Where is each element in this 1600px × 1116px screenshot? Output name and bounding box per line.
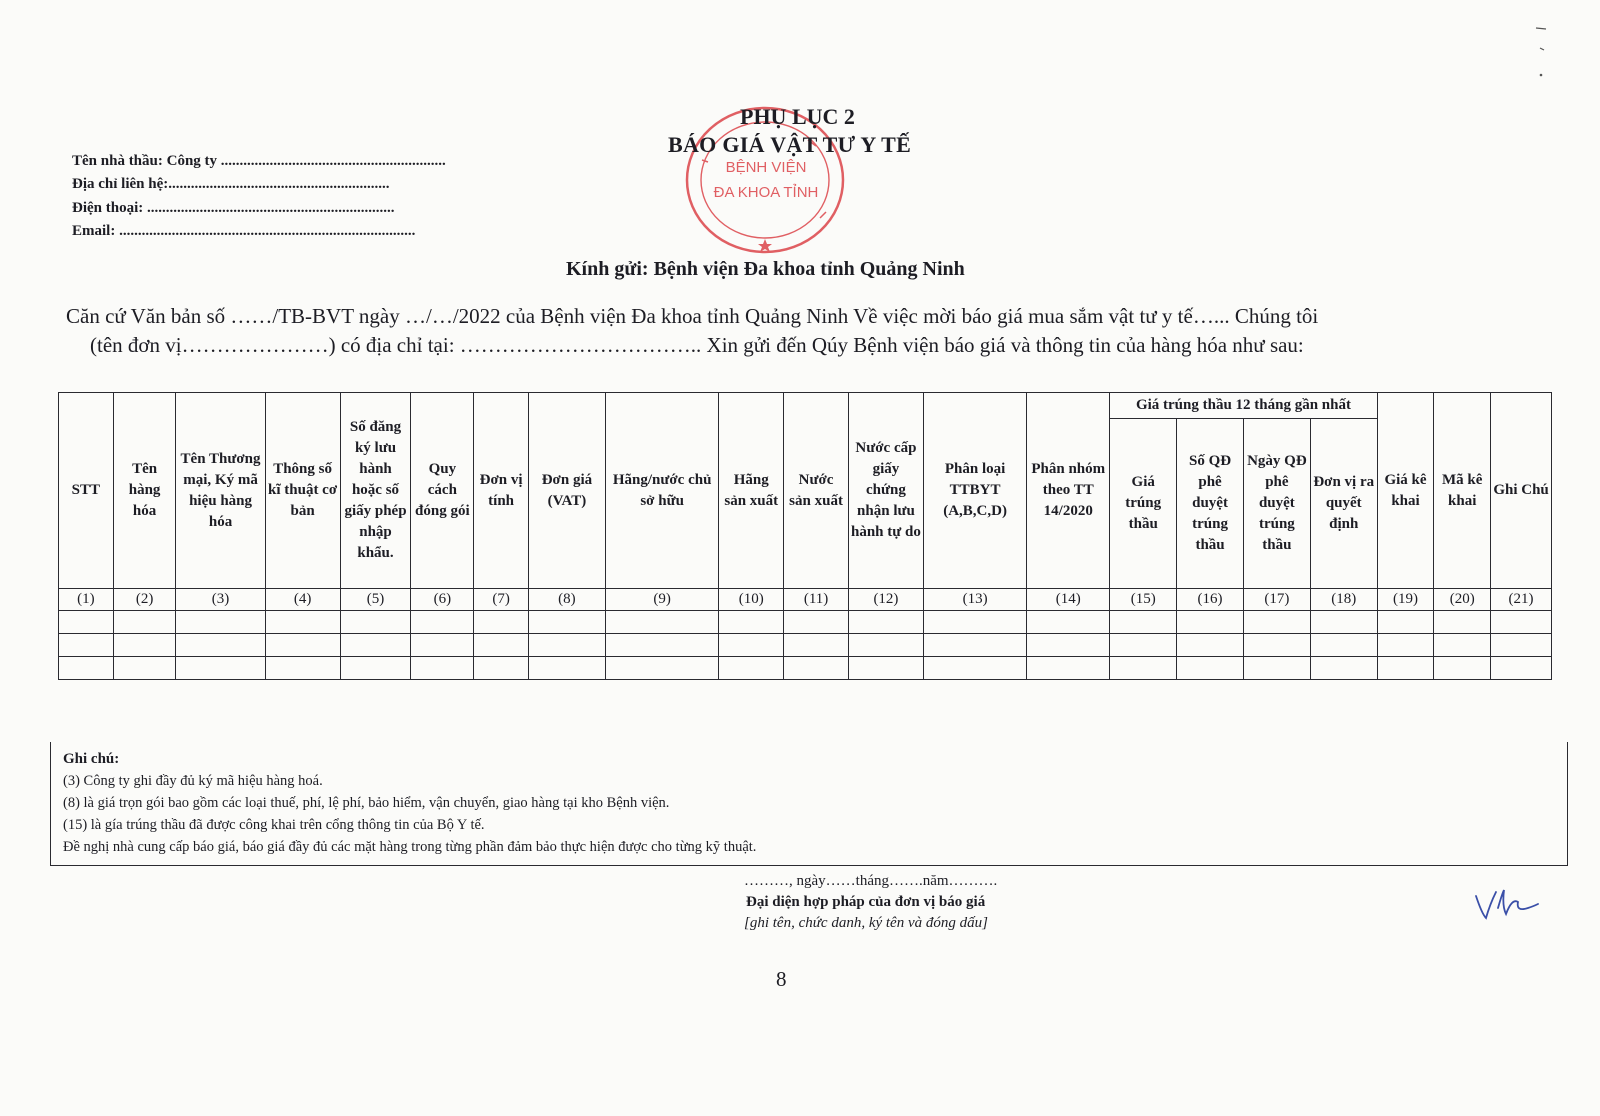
- header-declared-code: Mã kê khai: [1434, 393, 1491, 589]
- intro-paragraph-line-1: Căn cứ Văn bản số ……/TB-BVT ngày …/…/2022 của Bệnh viện Đa khoa tỉnh Quảng Ninh Về việc mời báo giá mua sắm vật tư y tế…... Chúng tôi: [66, 304, 1319, 328]
- column-number: (17): [1243, 589, 1310, 611]
- column-number: (14): [1027, 589, 1110, 611]
- header-manufacturer: Hãng sản xuất: [719, 393, 784, 589]
- header-unit-price: Đơn giá (VAT): [528, 393, 605, 589]
- signature-title: Đại diện hợp pháp của đơn vị báo giá: [746, 894, 986, 910]
- note-line: (3) Công ty ghi đầy đủ ký mã hiệu hàng hoá.: [63, 773, 323, 789]
- column-number-row: [59, 589, 1552, 611]
- header-trade-name: Tên Thương mại, Ký mã hiệu hàng hóa: [176, 393, 265, 589]
- column-number: (9): [605, 589, 718, 611]
- header-specs: Thông số kĩ thuật cơ bản: [265, 393, 340, 589]
- column-number: (8): [528, 589, 605, 611]
- column-number: (18): [1310, 589, 1377, 611]
- contractor-name-line: Tên nhà thầu: Công ty ............................................................: [72, 153, 446, 169]
- quote-table: [58, 392, 1552, 680]
- header-free-sale-country: Nước cấp giấy chứng nhận lưu hành tự do: [848, 393, 923, 589]
- subheader-decision-unit: Đơn vị ra quyết định: [1310, 419, 1377, 589]
- header-registration-no: Số đăng ký lưu hành hoặc số giấy phép nhập khẩu.: [340, 393, 411, 589]
- recipient-line: Kính gửi: Bệnh viện Đa khoa tỉnh Quảng Ninh: [566, 258, 965, 280]
- header-item-name: Tên hàng hóa: [113, 393, 176, 589]
- appendix-title: PHỤ LỤC 2: [740, 104, 855, 129]
- subheader-winning-price: Giá trúng thầu: [1110, 419, 1177, 589]
- column-number: (2): [113, 589, 176, 611]
- header-country-of-manufacture: Nước sản xuất: [784, 393, 849, 589]
- contractor-address-line: Địa chỉ liên hệ:...........................................................: [72, 176, 390, 192]
- signature-date-line: ………, ngày……tháng…….năm……….: [744, 873, 998, 889]
- note-line: (8) là giá trọn gói bao gồm các loại thuế, phí, lệ phí, bảo hiểm, vận chuyển, giao hàng tại kho Bệnh viện.: [63, 795, 670, 811]
- header-declared-price: Giá kê khai: [1377, 393, 1434, 589]
- column-number: (11): [784, 589, 849, 611]
- subheader-decision-date: Ngày QĐ phê duyệt trúng thầu: [1243, 419, 1310, 589]
- quote-table-wrapper: [58, 392, 1552, 680]
- column-number: (3): [176, 589, 265, 611]
- column-number: (13): [923, 589, 1026, 611]
- column-number: (7): [474, 589, 529, 611]
- column-number: (1): [59, 589, 114, 611]
- signature-instruction: [ghi tên, chức danh, ký tên và đóng dấu]: [744, 915, 988, 931]
- note-line: (15) là gía trúng thầu đã được công khai trên cổng thông tin của Bộ Y tế.: [63, 817, 485, 833]
- table-header-row: [59, 393, 1552, 419]
- table-row: [59, 657, 1552, 680]
- note-line: Đề nghị nhà cung cấp báo giá, báo giá đầy đủ các mặt hàng trong từng phần đảm bảo thực hiện được cho từng kỹ thuật.: [63, 839, 757, 855]
- contractor-email-line: Email: ...............................................................................: [72, 223, 416, 239]
- column-number: (10): [719, 589, 784, 611]
- header-unit: Đơn vị tính: [474, 393, 529, 589]
- header-owner: Hãng/nước chủ sở hữu: [605, 393, 718, 589]
- header-group: Phân nhóm theo TT 14/2020: [1027, 393, 1110, 589]
- handwritten-initials: [1472, 884, 1542, 924]
- column-number: (20): [1434, 589, 1491, 611]
- notes-heading: Ghi chú:: [63, 751, 120, 767]
- column-number: (15): [1110, 589, 1177, 611]
- header-packaging: Quy cách đóng gói: [411, 393, 474, 589]
- seal-text-top: BỆNH VIỆN: [725, 159, 807, 176]
- contractor-phone-line: Điện thoại: ..................................................................: [72, 200, 395, 216]
- header-notes: Ghi Chú: [1491, 393, 1552, 589]
- header-winning-bid-group: Giá trúng thầu 12 tháng gần nhất: [1110, 393, 1377, 419]
- scan-marks: [1526, 20, 1556, 90]
- column-number: (6): [411, 589, 474, 611]
- subheader-decision-no: Số QĐ phê duyệt trúng thầu: [1177, 419, 1244, 589]
- seal-text-bottom: ĐA KHOA TỈNH: [713, 184, 819, 201]
- intro-paragraph-line-2: (tên đơn vị…………………) có địa chỉ tại: …………………………….. Xin gửi đến Qúy Bệnh viện báo giá và thông tin của hàng hóa như sau:: [90, 333, 1304, 357]
- notes-box: [50, 742, 1568, 866]
- header-classification: Phân loại TTBYT (A,B,C,D): [923, 393, 1026, 589]
- column-number: (4): [265, 589, 340, 611]
- column-number: (21): [1491, 589, 1552, 611]
- document-title: BÁO GIÁ VẬT TƯ Y TẾ: [668, 132, 912, 157]
- column-number: (12): [848, 589, 923, 611]
- column-number: (19): [1377, 589, 1434, 611]
- header-stt: STT: [59, 393, 114, 589]
- table-row: [59, 634, 1552, 657]
- table-row: [59, 611, 1552, 634]
- page-number: 8: [776, 967, 787, 991]
- column-number: (5): [340, 589, 411, 611]
- column-number: (16): [1177, 589, 1244, 611]
